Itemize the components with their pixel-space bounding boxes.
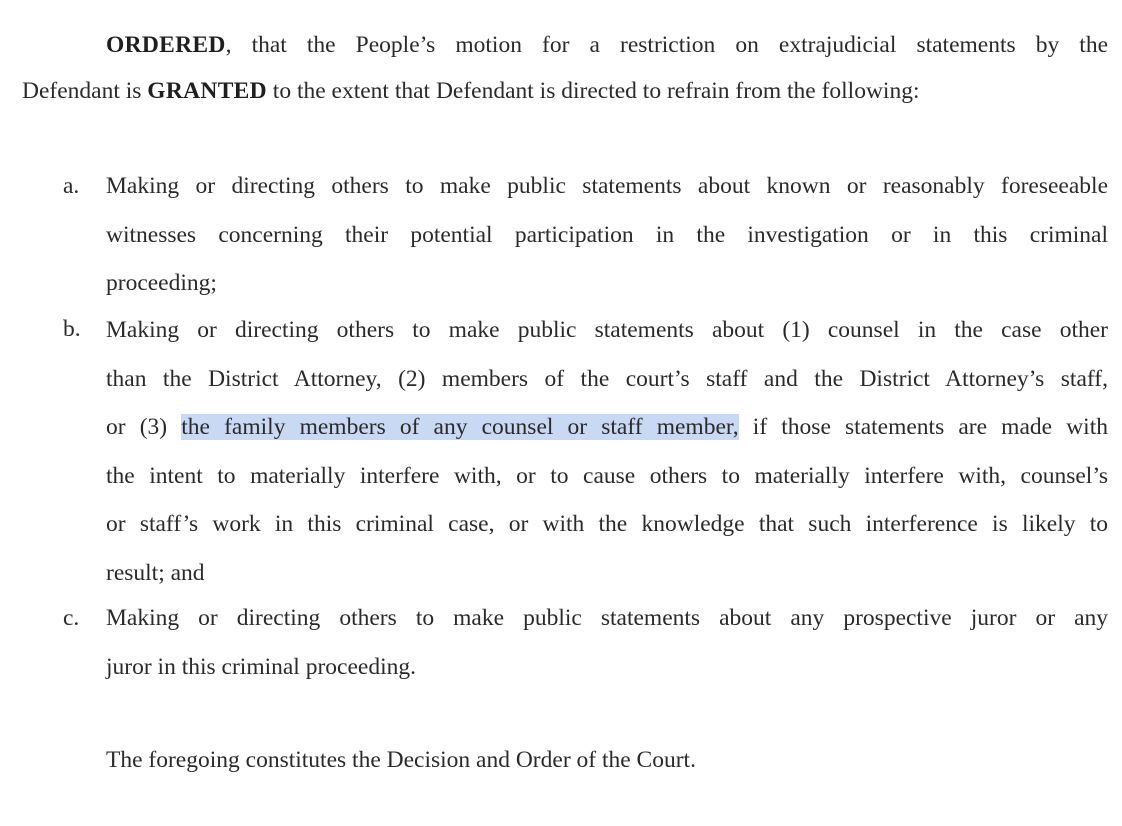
item-b-marker: b. bbox=[63, 316, 81, 342]
item-b-line-5: or staff’s work in this criminal case, or with the knowledge that such interference is likely to bbox=[106, 511, 1108, 537]
item-c-marker: c. bbox=[63, 605, 80, 631]
item-b-line-2: than the District Attorney, (2) members of the court’s staff and the District Attorney’s staff, bbox=[106, 365, 1108, 392]
order-line-1-text: , that the People’s motion for a restriction on extrajudicial statements by the bbox=[225, 32, 1108, 58]
highlighted-text-selection[interactable]: the family members of any counsel or staff member, bbox=[181, 414, 739, 440]
item-c-line-2: juror in this criminal proceeding. bbox=[106, 653, 416, 680]
item-b-line-6: result; and bbox=[106, 559, 205, 586]
item-a-line-1: Making or directing others to make public statements about known or reasonably foreseeable bbox=[106, 173, 1108, 199]
order-line-2-start: Defendant is bbox=[22, 78, 148, 104]
item-b-line-1: Making or directing others to make public statements about (1) counsel in the case other bbox=[106, 317, 1108, 343]
item-b-line-3 bbox=[106, 403, 1108, 452]
item-c-line-1: Making or directing others to make public statements about any prospective juror or any bbox=[106, 605, 1108, 631]
item-b-line-3-end: if those statements are made with bbox=[738, 414, 1108, 440]
granted-keyword: GRANTED bbox=[147, 78, 267, 104]
item-b-text bbox=[106, 306, 1108, 597]
order-line-2-text: to the extent that Defendant is directed to refrain from the following: bbox=[266, 78, 920, 104]
item-c-text bbox=[106, 594, 1108, 691]
item-a-marker: a. bbox=[63, 173, 80, 199]
item-b-line-4: the intent to materially interfere with, or to cause others to materially interfere with, counsel’s bbox=[106, 462, 1108, 489]
ordered-keyword: ORDERED bbox=[106, 32, 226, 58]
order-line-1 bbox=[106, 30, 1108, 60]
item-a-line-3: proceeding; bbox=[106, 270, 217, 296]
closing-statement: The foregoing constitutes the Decision and Order of the Court. bbox=[106, 747, 696, 773]
item-a-line-2: witnesses concerning their potential participation in the investigation or in this criminal bbox=[106, 221, 1108, 248]
item-b-line-3-start: or (3) bbox=[106, 414, 182, 440]
item-a-text bbox=[106, 162, 1108, 308]
order-line-2 bbox=[22, 76, 1082, 106]
